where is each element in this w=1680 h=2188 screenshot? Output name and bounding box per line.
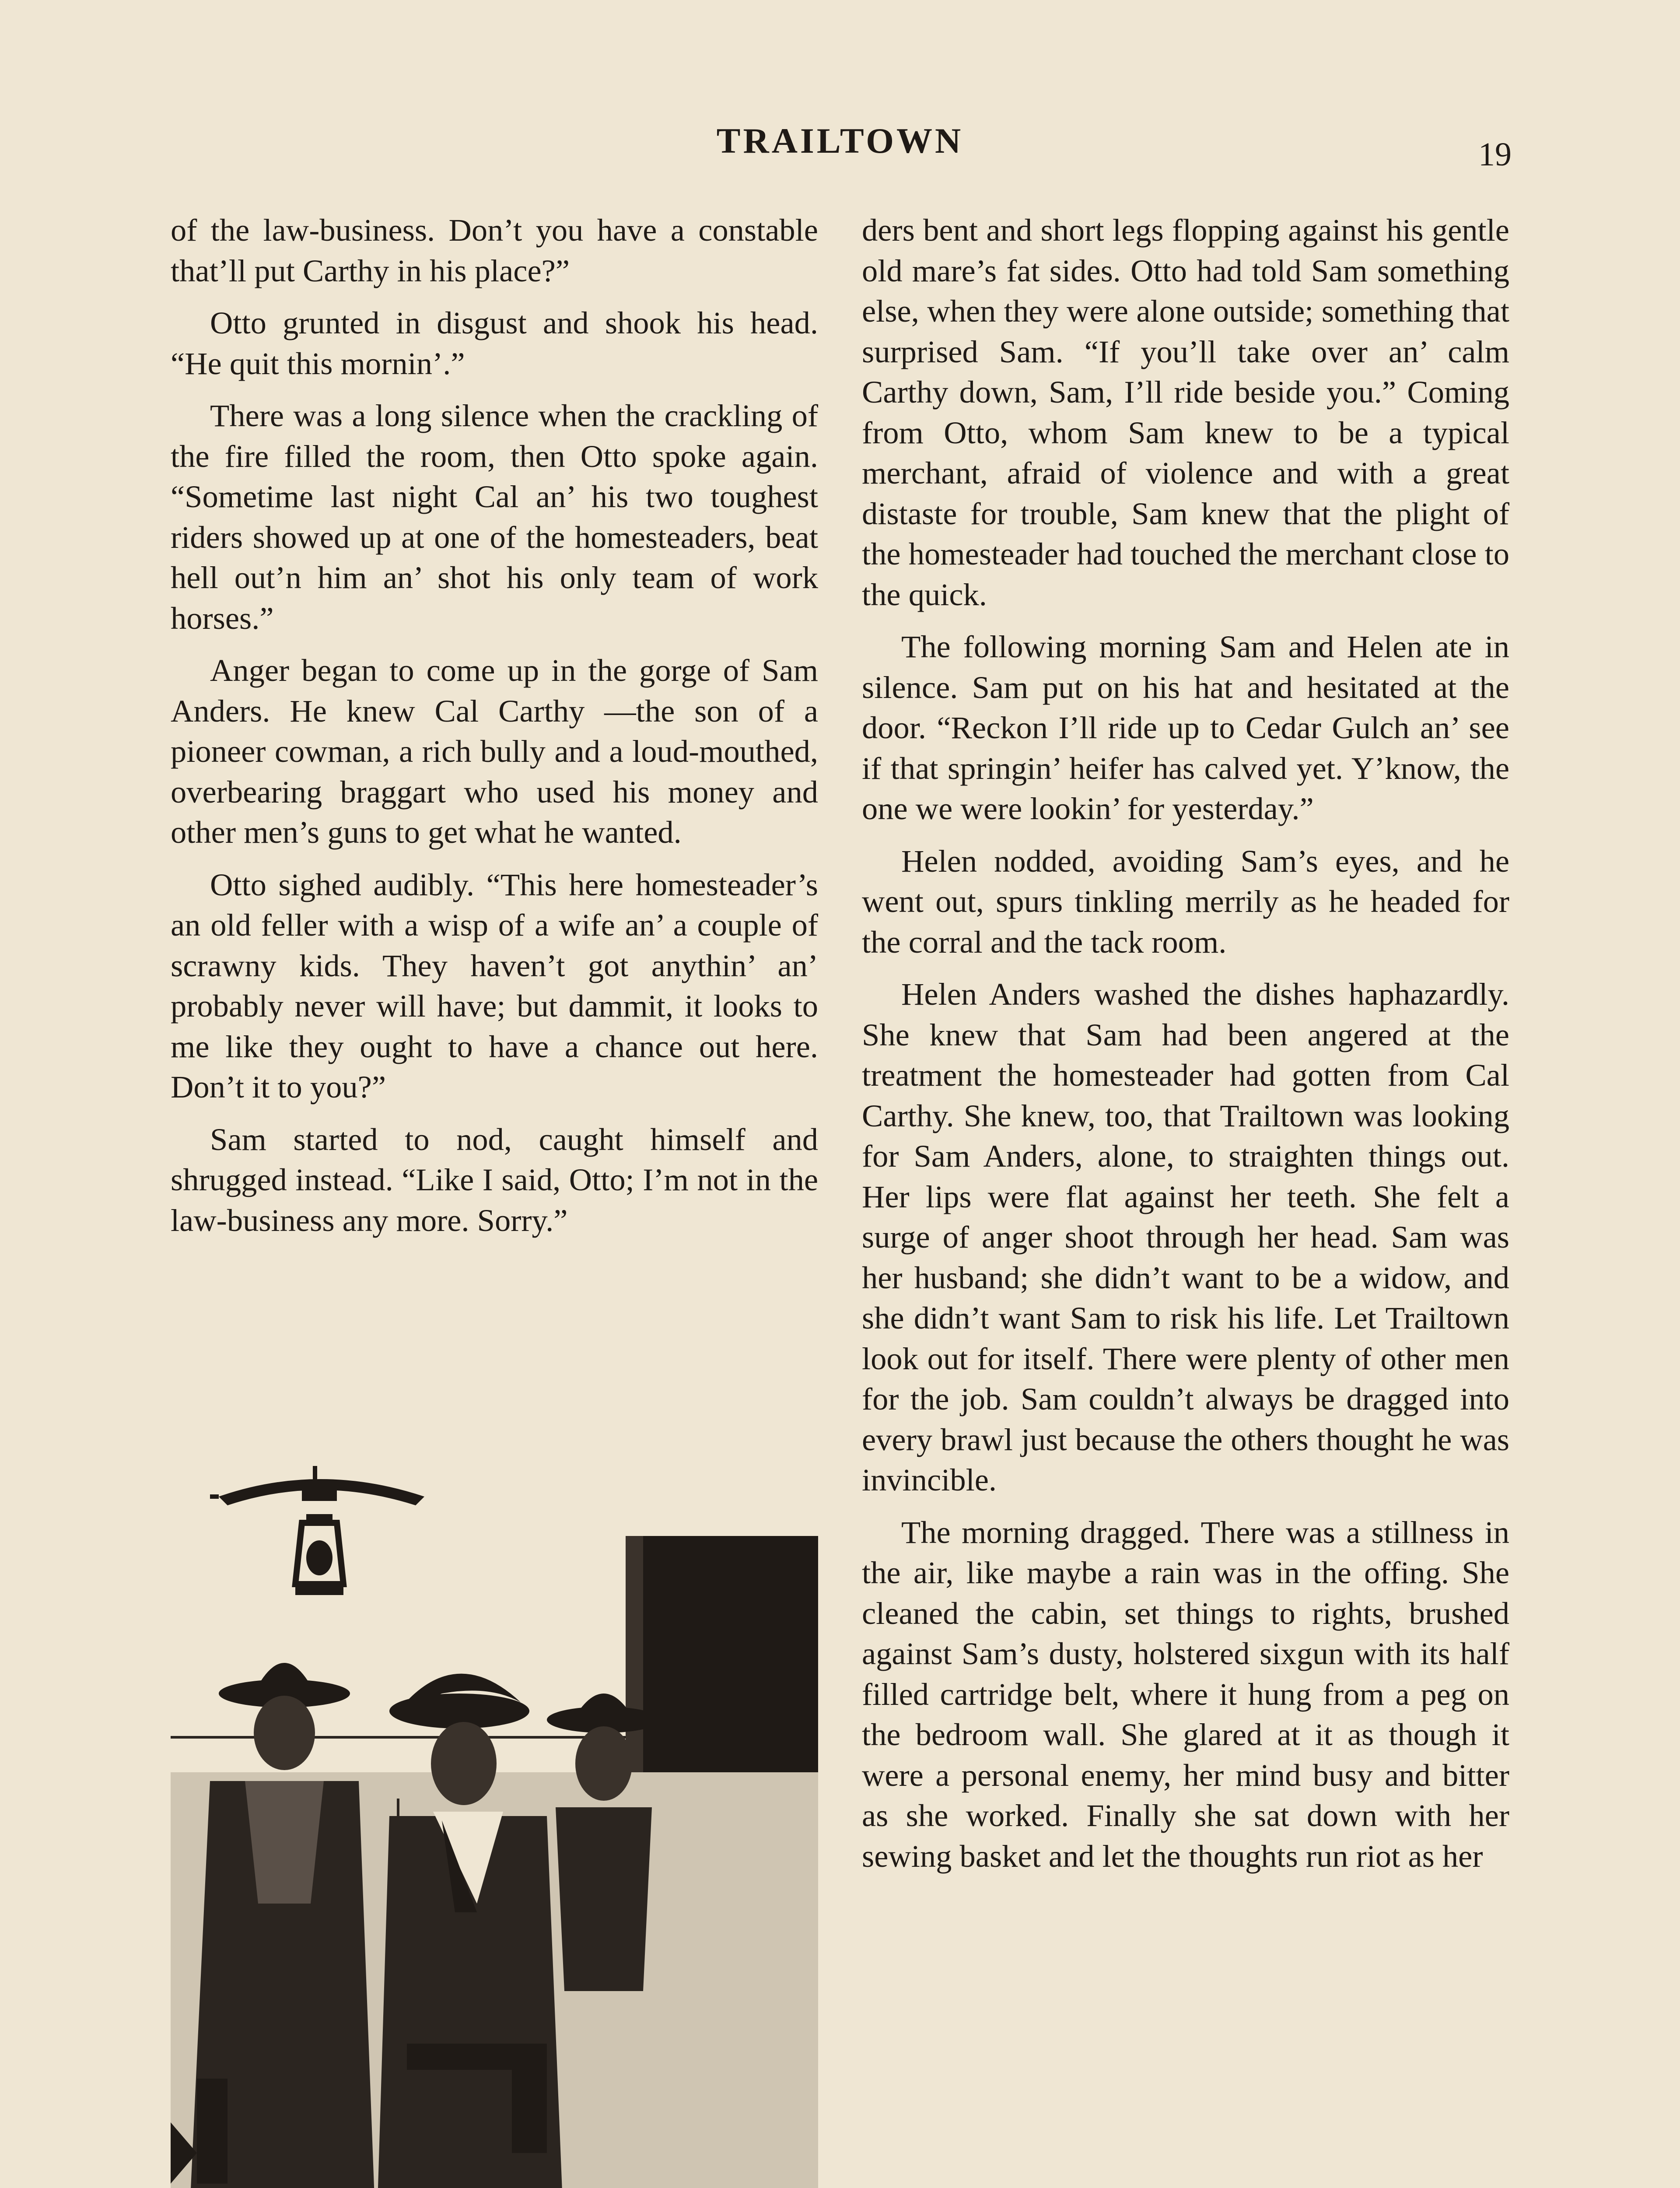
- paragraph: The following morning Sam and Helen ate in silence. Sam put on his hat and hesitated at the door. “Reckon I’ll ride up to Cedar Gulch an’ see if that springin’ heifer has calved yet. Y’know, the one we were lookin’ for yesterday.”: [862, 629, 1509, 826]
- page-number: 19: [1478, 136, 1512, 173]
- running-head-title: TRAILTOWN: [716, 121, 964, 161]
- paragraph: Helen Anders washed the dishes haphazardly. She knew that Sam had been angered at the treatment the homesteader had gotten from Cal Carthy. She knew, too, that Trailtown was looking for Sam Anders, alone, to straighten things out. Her lips were flat against her teeth. She felt a surge of anger shoot through her head. Sam was her husband; she didn’t want to be a widow, and she didn’t want Sam to risk his life. Let Trailtown look out for itself. There were plenty of other men for the job. Sam couldn’t always be dragged into every brawl just because the others thought he was invincible.: [862, 976, 1509, 1497]
- paragraph: Otto grunted in disgust and shook his head. “He quit this mornin’.”: [171, 305, 818, 381]
- cowboys-illustration: [171, 1466, 818, 2188]
- middle-cowboy: [376, 1674, 564, 2188]
- lantern-icon: [210, 1466, 424, 1595]
- left-column: [171, 210, 818, 1252]
- paragraph: There was a long silence when the crackling of the fire filled the room, then Otto spoke again. “Sometime last night Cal an’ his two toughest riders showed up at one of the homesteaders, beat hell out’n him an’ shot his only team of work horses.”: [171, 398, 818, 636]
- paragraph: of the law-business. Don’t you have a constable that’ll put Carthy in his place?”: [171, 212, 818, 288]
- right-column: [862, 210, 1509, 1888]
- paragraph: Sam started to nod, caught himself and shrugged instead. “Like I said, Otto; I’m not in the law-business any more. Sorry.”: [171, 1121, 818, 1238]
- paragraph: The morning dragged. There was a stillness in the air, like maybe a rain was in the offing. She cleaned the cabin, set things to rights, brushed against Sam’s dusty, holstered sixgun with its half filled cartridge belt, where it hung from a peg on the bedroom wall. She glared at it as though it were a personal enemy, her mind busy and bitter as she worked. Finally she sat down with her sewing basket and let the thoughts run riot as her: [862, 1514, 1509, 1874]
- paragraph: Otto sighed audibly. “This here homesteader’s an old feller with a wisp of a wife an’ a couple of scrawny kids. They haven’t got anythin’ an’ probably never will have; but dammit, it looks to me like they ought to have a chance out here. Don’t it to you?”: [171, 866, 818, 1105]
- paragraph: Helen nodded, avoiding Sam’s eyes, and he went out, spurs tinkling merrily as he headed for the corral and the tack room.: [862, 843, 1509, 960]
- paragraph: ders bent and short legs flopping against his gentle old mare’s fat sides. Otto had told Sam something else, when they were alone outside; something that surprised Sam. “If you’ll take over an’ calm Carthy down, Sam, I’ll ride beside you.” Coming from Otto, whom Sam knew to be a typical merchant, afraid of violence and with a great distaste for trouble, Sam knew that the plight of the homesteader had touched the merchant close to the quick.: [862, 212, 1509, 612]
- paragraph: Anger began to come up in the gorge of Sam Anders. He knew Cal Carthy —the son of a pioneer cowman, a rich bully and a loud-mouthed, overbearing braggart who used his money and other men’s guns to get what he wanted.: [171, 652, 818, 850]
